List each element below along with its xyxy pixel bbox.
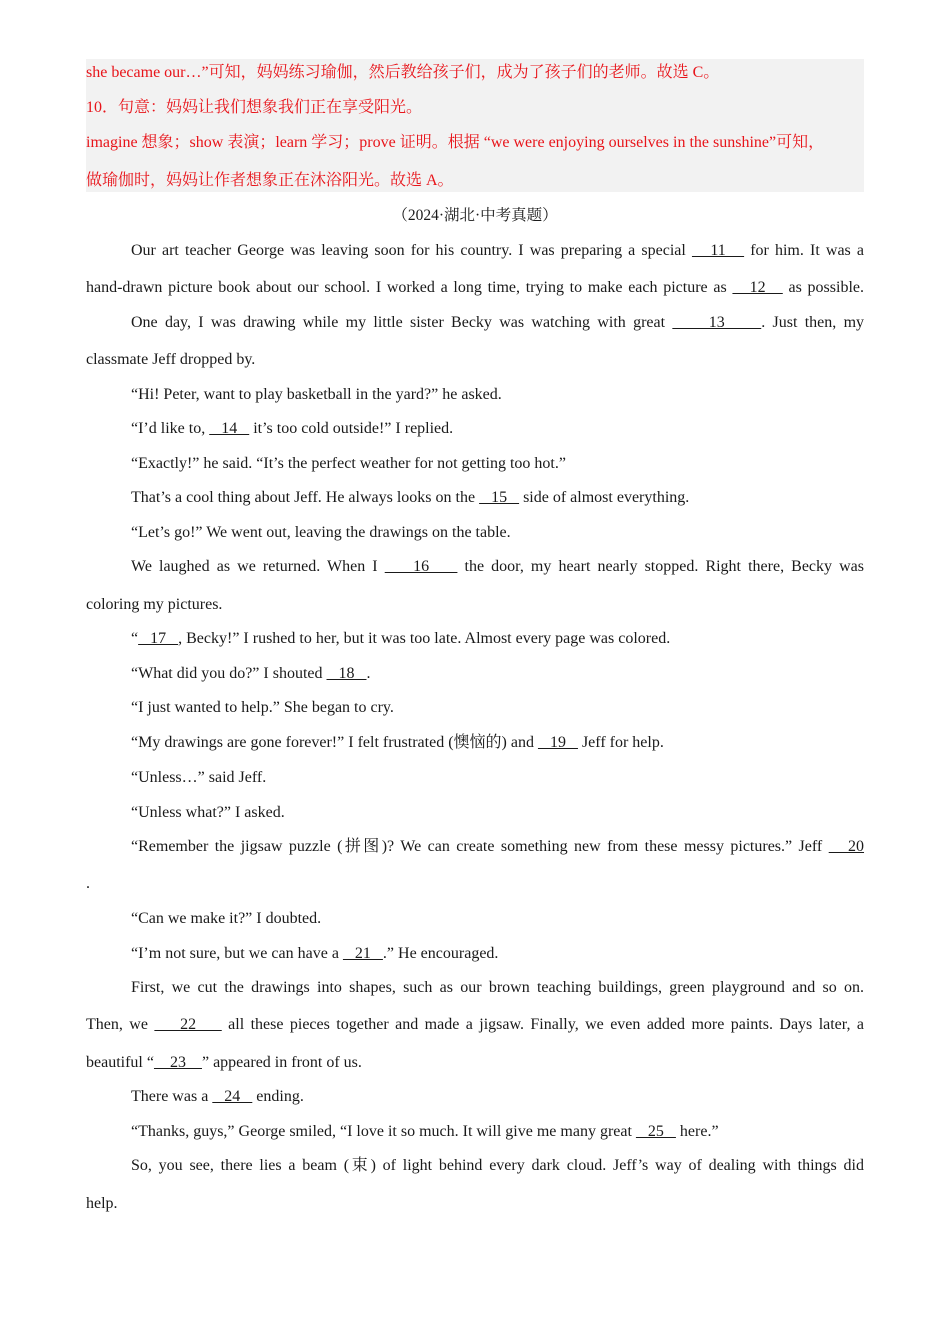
passage-line: “I just wanted to help.” She began to cry. [131,699,394,716]
passage-line: “Unless what?” I asked. [131,804,285,821]
blank-12[interactable]: 12 [732,279,783,296]
blank-13[interactable]: 13 [672,314,762,331]
passage-line: Our art teacher George was leaving soon for his country. I was preparing a special 11 for him. It was a [131,242,865,259]
blank-19[interactable]: 19 [537,734,578,751]
passage-line: “What did you do?” I shouted 18 . [131,665,371,682]
blank-15[interactable]: 15 [479,489,520,506]
passage-line: “Thanks, guys,” George smiled, “I love it so much. It will give me many great 25 here.” [131,1123,719,1140]
blank-21[interactable]: 21 [342,945,383,962]
answer-line-4: 做瑜伽时，妈妈让作者想象正在沐浴阳光。故选 A。 [86,172,454,189]
blank-14[interactable]: 14 [209,420,250,437]
blank-17[interactable]: 17 [138,630,179,647]
passage-line: coloring my pictures. [86,596,223,613]
section-heading: （2024·湖北·中考真题） [392,207,558,224]
passage-line: “My drawings are gone forever!” I felt frustrated (懊恼的) and 19 Jeff for help. [131,734,664,751]
passage-line: “I’d like to, 14 it’s too cold outside!” I replied. [131,420,454,437]
passage-line: hand-drawn picture book about our school. I worked a long time, trying to make each picture as 12 as possible. [86,279,864,296]
blank-11[interactable]: 11 [691,242,745,259]
blank-16[interactable]: 16 [384,558,458,575]
passage-line: classmate Jeff dropped by. [86,351,256,368]
passage-line: “Hi! Peter, want to play basketball in the yard?” he asked. [131,386,502,403]
passage-line: That’s a cool thing about Jeff. He always looks on the 15 side of almost everything. [131,489,690,506]
answer-line-2: 10．句意：妈妈让我们想象我们正在享受阳光。 [86,99,423,116]
passage-line: help. [86,1195,118,1212]
answer-line-3: imagine 想象；show 表演；learn 学习；prove 证明。根据 “we were enjoying ourselves in the sunshine”可知， [86,134,825,151]
blank-22[interactable]: 22 [154,1016,222,1033]
passage-line: There was a 24 ending. [131,1088,304,1105]
passage-line: “Can we make it?” I doubted. [131,910,322,927]
passage-line: “ 17 , Becky!” I rushed to her, but it was too late. Almost every page was colored. [131,630,671,647]
passage-line: First, we cut the drawings into shapes, such as our brown teaching buildings, green playground and so on. [131,979,864,996]
blank-23[interactable]: 23 [153,1054,202,1071]
passage-line: We laughed as we returned. When I 16 the door, my heart nearly stopped. Right there, Becky was [131,558,865,575]
passage-line: “Exactly!” he said. “It’s the perfect weather for not getting too hot.” [131,455,566,472]
passage-line: beautiful “ 23 ” appeared in front of us. [86,1054,362,1071]
blank-24[interactable]: 24 [212,1088,253,1105]
passage-line: “Unless…” said Jeff. [131,769,267,786]
passage-line: “Let’s go!” We went out, leaving the drawings on the table. [131,524,511,541]
passage-line: “I’m not sure, but we can have a 21 .” He encouraged. [131,945,499,962]
blank-18[interactable]: 18 [326,665,367,682]
passage-line: Then, we 22 all these pieces together and made a jigsaw. Finally, we even added more paints. Days later, a [86,1016,864,1033]
passage-line: So, you see, there lies a beam (束) of light behind every dark cloud. Jeff’s way of dealing with things did [131,1157,864,1174]
passage-line: . [86,875,90,892]
passage-line: One day, I was drawing while my little sister Becky was watching with great 13 . Just then, my [131,314,865,331]
answer-line-1: she became our…”可知，妈妈练习瑜伽，然后教给孩子们，成为了孩子们的老师。故选 C。 [86,64,720,81]
passage-line: “Remember the jigsaw puzzle (拼图)? We can create something new from these messy pictures.” Jeff 20 [131,838,865,855]
blank-20[interactable]: 20 [828,838,865,855]
blank-25[interactable]: 25 [635,1123,676,1140]
